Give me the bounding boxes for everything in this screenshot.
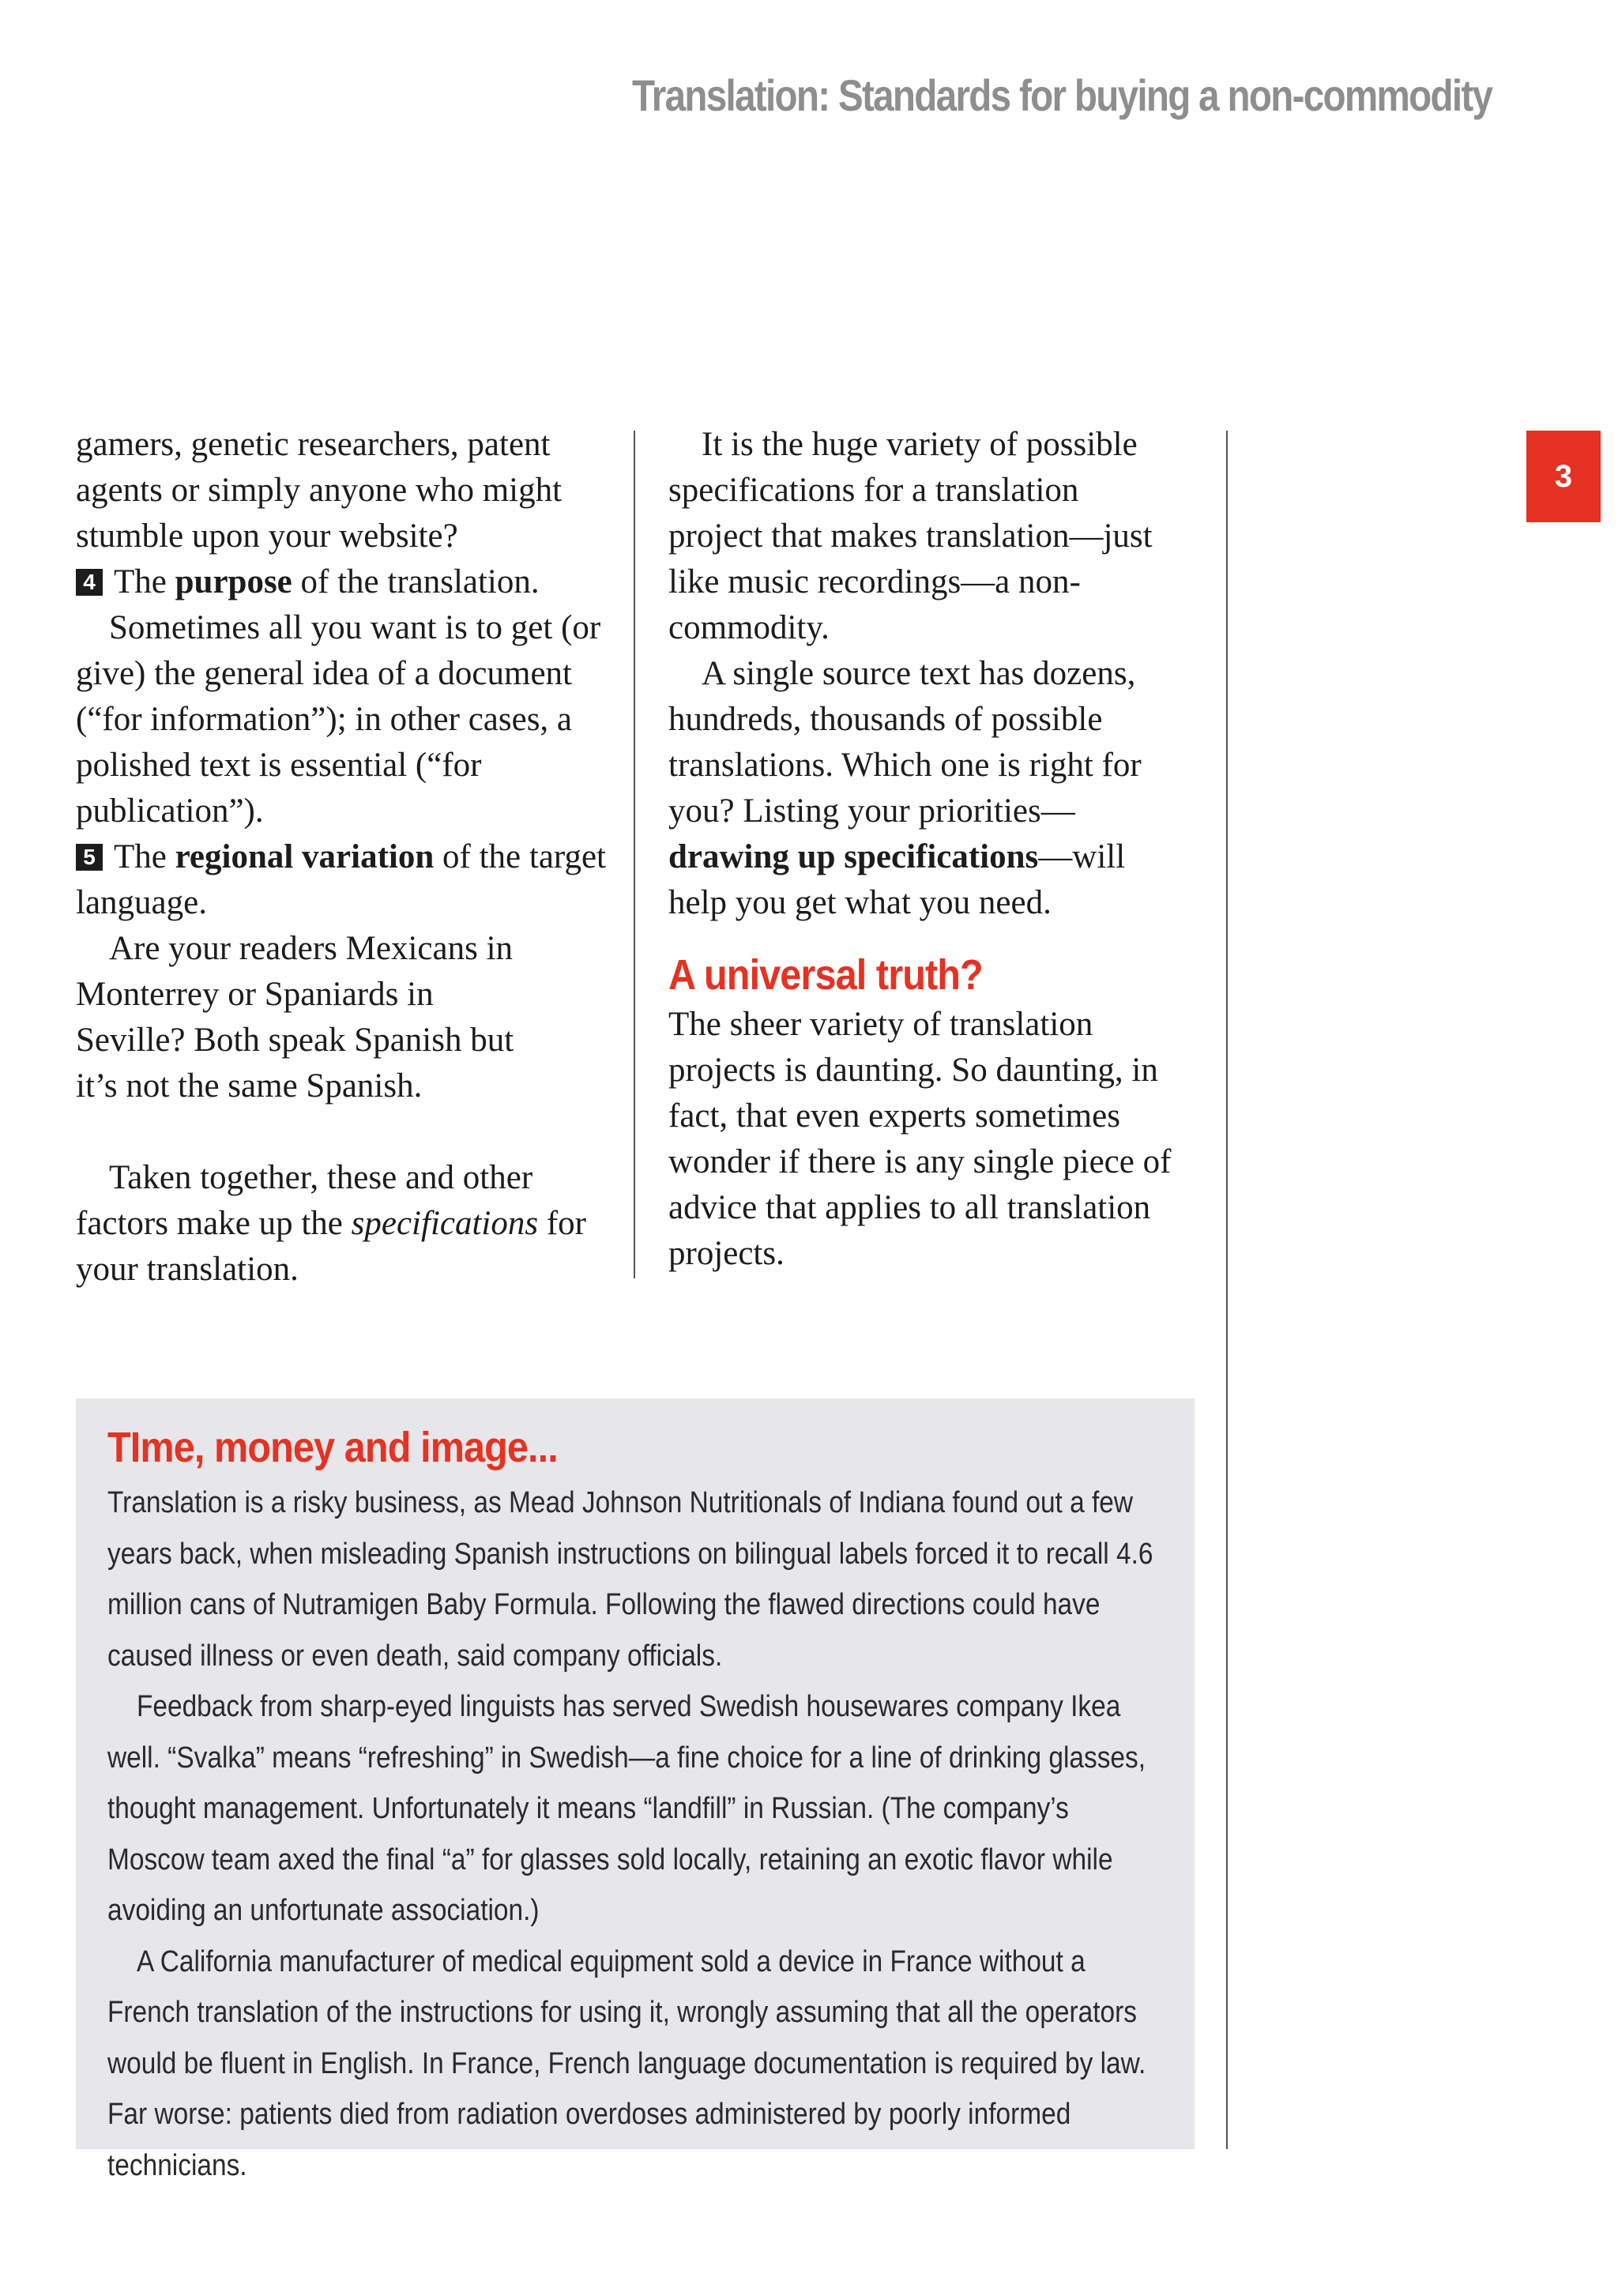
sidebar-paragraph-1: Translation is a risky business, as Mead Johnson Nutritionals of Indiana found out a few years back, when misleading Spanish instructions on bilingual labels forced it to recall 4.6 million cans of Nutramigen Baby Formula. Following the flawed directions could have caused illness or even death, said company officials. (107, 1486, 1153, 1673)
sidebar-box (76, 1398, 1195, 2182)
item-text: The (114, 563, 175, 600)
para-text: Taken together, these and other factors make up the (76, 1159, 533, 1242)
item-text: The (114, 838, 175, 875)
list-item-regional-variation (76, 834, 645, 926)
right-paragraph-2 (668, 651, 1190, 926)
item-number-badge: 4 (76, 569, 103, 596)
item-number-badge: 5 (76, 844, 103, 871)
para-text: —will help you get what you need. (668, 838, 1126, 921)
para-text: for your translation. (76, 1205, 586, 1288)
right-column (668, 422, 1190, 1277)
list-item-purpose (76, 559, 645, 605)
right-paragraph-3: The sheer variety of translation projects is daunting. So daunting, in fact, that even experts sometimes wonder if there is any single piece of advice that applies to all translation projects. (668, 1006, 1172, 1272)
running-header: Translation: Standards for buying a non-commodity (631, 70, 1492, 120)
paragraph-gap (76, 1109, 645, 1155)
sidebar-paragraph-3: A California manufacturer of medical equipment sold a device in France without a French translation of the instructions for using it, wrongly assuming that all the operators would be fluent in English. In France, French language documentation is required by law. Far worse: patients died from radiation overdoses administered by poorly informed technicians. (107, 1944, 1146, 2182)
left-paragraph-4 (76, 1155, 597, 1293)
sidebar-paragraph-2: Feedback from sharp-eyed linguists has served Swedish housewares company Ikea well. “Svalka” means “refreshing” in Swedish—a fine choice for a line of drinking glasses, thought management. Unfortunately it means “landfill” in Russian. (The company’s Moscow team axed the final “a” for glasses sold locally, retaining an exotic flavor while avoiding an unfortunate association.) (107, 1690, 1146, 1927)
item-text: of the translation. (292, 563, 540, 600)
para-emphasis: drawing up specifications (668, 838, 1039, 875)
left-paragraph-1: gamers, genetic researchers, patent agents or simply anyone who might stumble upon your website? (76, 426, 563, 555)
sidebar-title: TIme, money and image... (107, 1424, 558, 1471)
left-column (76, 422, 645, 1293)
page-number: 3 (1554, 458, 1573, 494)
margin-rule (1226, 431, 1228, 2149)
section-heading: A universal truth? (668, 951, 983, 999)
para-emphasis: specifications (351, 1205, 539, 1242)
left-paragraph-2: Sometimes all you want is to get (or give) the general idea of a document (“for information”); in other cases, a polished text is essential (“for publication”). (76, 609, 601, 830)
page-number-tab (1526, 431, 1601, 522)
right-paragraph-1: It is the huge variety of possible specifications for a translation project that makes translation—just like music recordings—a non-commodity. (668, 426, 1153, 646)
item-keyword: regional variation (175, 838, 435, 875)
left-paragraph-3: Are your readers Mexicans in Monterrey or Spaniards in Seville? Both speak Spanish but it’s not the same Spanish. (76, 930, 514, 1105)
para-text: A single source text has dozens, hundreds, thousands of possible translations. Which one is right for you? Listing your priorities— (668, 655, 1142, 830)
item-keyword: purpose (175, 563, 292, 600)
item-text: of the target language. (76, 838, 606, 921)
